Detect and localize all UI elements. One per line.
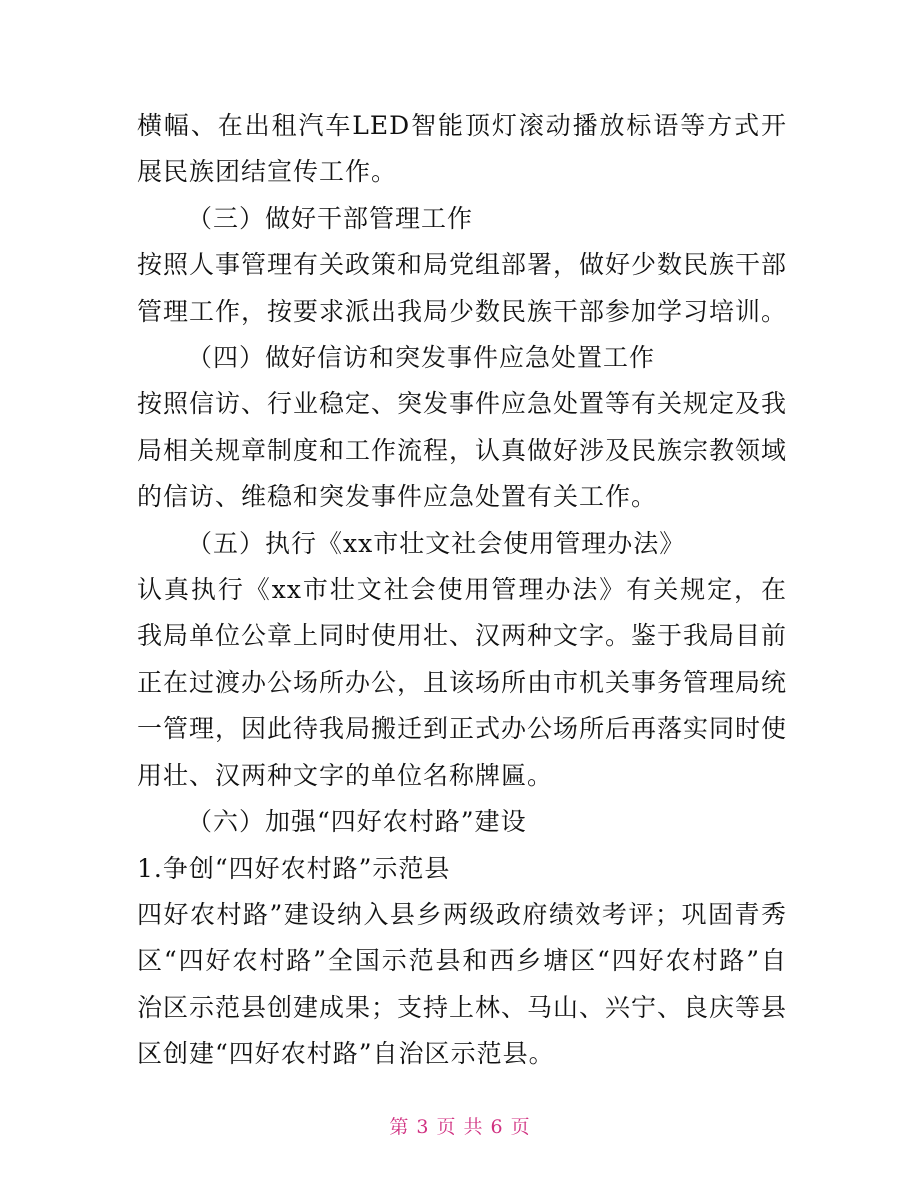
paragraph-cadre-management: 按照人事管理有关政策和局党组部署，做好少数民族干部管理工作，按要求派出我局少数民族干部参加学习培训。 bbox=[137, 250, 788, 326]
heading-petition-emergency: （四）做好信访和突发事件应急处置工作 bbox=[187, 343, 656, 373]
heading-cadre-management: （三）做好干部管理工作 bbox=[187, 203, 474, 233]
paragraph-banner-promotion: 横幅、在出租汽车LED智能顶灯滚动播放标语等方式开展民族团结宣传工作。 bbox=[137, 111, 787, 187]
page-number-footer: 第 3 页 共 6 页 bbox=[389, 1116, 531, 1138]
paragraph-petition-emergency: 按照信访、行业稳定、突发事件应急处置等有关规定及我局相关规章制度和工作流程，认真做好涉及民族宗教领域的信访、维稳和突发事件应急处置有关工作。 bbox=[137, 389, 788, 512]
document-body bbox=[137, 103, 787, 1078]
paragraph-zhuang-script-measures: 认真执行《xx市壮文社会使用管理办法》有关规定，在我局单位公章上同时使用壮、汉两种文字。鉴于我局目前正在过渡办公场所办公，且该场所由市机关事务管理局统一管理，因此待我局搬迁到正式办公场所后再落实同时使用壮、汉两种文字的单位名称牌匾。 bbox=[137, 575, 788, 790]
heading-zhuang-script-measures: （五）执行《xx市壮文社会使用管理办法》 bbox=[187, 528, 686, 558]
subheading-demo-county: 1.争创“四好农村路”示范县 bbox=[137, 853, 451, 883]
paragraph-demo-county: 四好农村路”建设纳入县乡两级政府绩效考评；巩固青秀区“四好农村路”全国示范县和西乡塘区“四好农村路”自治区示范县创建成果；支持上林、马山、兴宁、良庆等县区创建“四好农村路”自治区示范县。 bbox=[137, 899, 788, 1069]
heading-rural-roads: （六）加强“四好农村路”建设 bbox=[187, 807, 527, 837]
